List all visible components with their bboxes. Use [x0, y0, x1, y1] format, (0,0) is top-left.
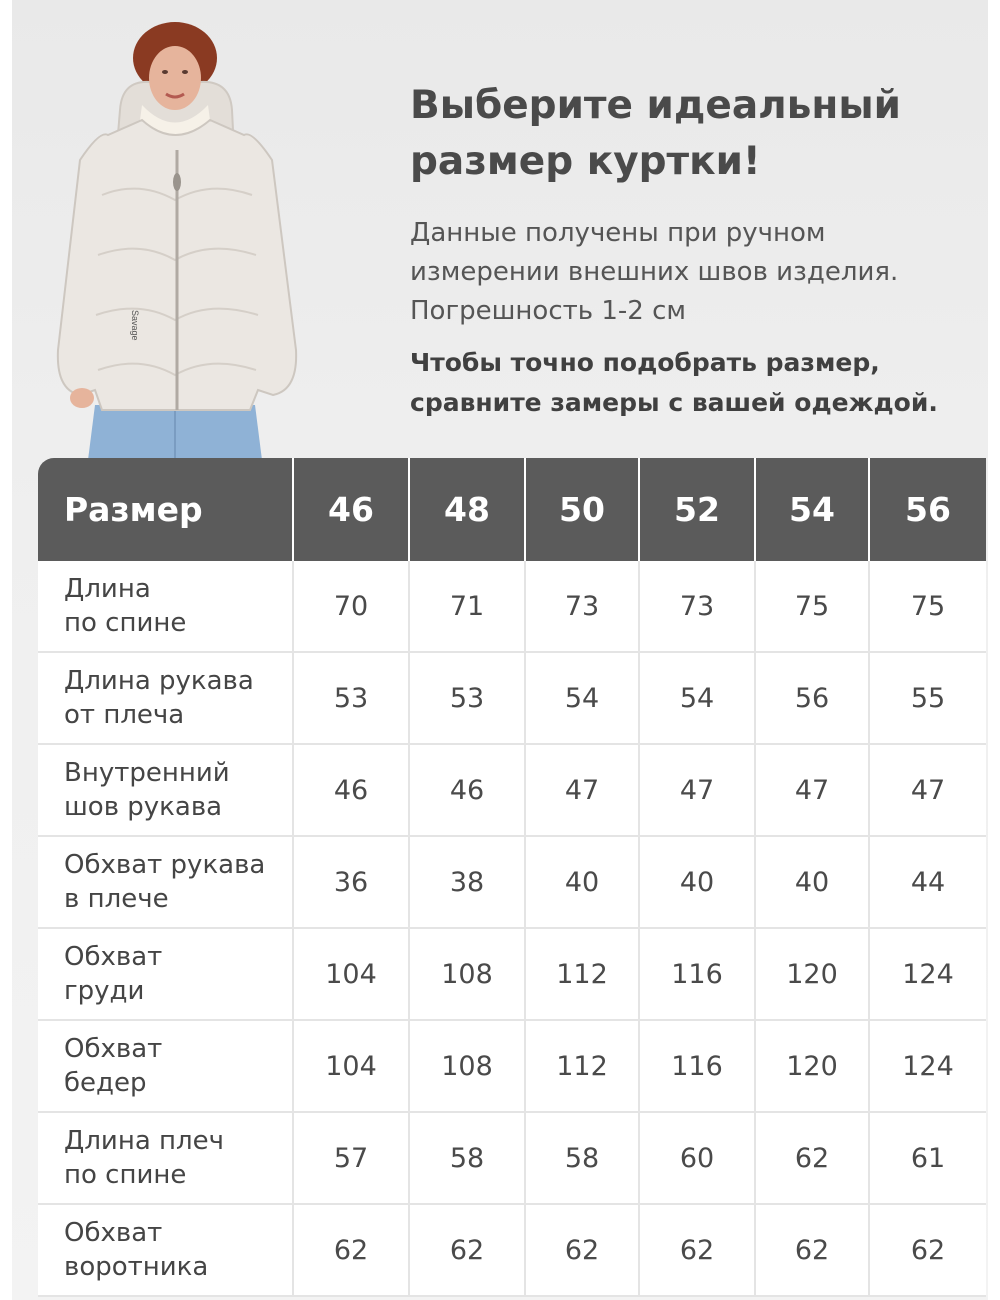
measurement-cell: 53	[410, 653, 526, 745]
header-size-54: 54	[756, 458, 870, 561]
measurement-cell: 40	[756, 837, 870, 929]
row-label-line-1: Длина плеч	[64, 1126, 224, 1156]
note-line-1: Данные получены при ручном	[410, 218, 826, 248]
measurement-cell: 47	[870, 745, 986, 837]
tip-line-1: Чтобы точно подобрать размер,	[410, 348, 880, 377]
row-label-line-1: Обхват рукава	[64, 850, 266, 880]
table-row	[38, 1205, 986, 1297]
row-label-line-2: шов рукава	[64, 792, 223, 822]
row-label-line-1: Обхват	[64, 1034, 163, 1064]
size-table	[38, 458, 986, 1297]
note-line-3: Погрешность 1-2 см	[410, 296, 686, 326]
model-photo	[40, 10, 315, 460]
measurement-cell: 62	[756, 1113, 870, 1205]
table-row	[38, 653, 986, 745]
measurement-cell: 75	[756, 561, 870, 653]
table-row	[38, 929, 986, 1021]
measurement-cell: 44	[870, 837, 986, 929]
measurement-cell: 71	[410, 561, 526, 653]
measurement-cell: 73	[640, 561, 756, 653]
measurement-cell: 112	[526, 1021, 640, 1113]
measurement-cell: 104	[294, 1021, 410, 1113]
measurement-cell: 58	[410, 1113, 526, 1205]
measurement-cell: 116	[640, 929, 756, 1021]
measurement-cell: 124	[870, 1021, 986, 1113]
fitting-tip	[410, 343, 970, 423]
measurement-cell: 38	[410, 837, 526, 929]
size-table-body	[38, 561, 986, 1297]
row-label-line-1: Внутренний	[64, 758, 230, 788]
row-label-line-1: Обхват	[64, 1218, 163, 1248]
measurement-cell: 58	[526, 1113, 640, 1205]
measurement-cell: 47	[756, 745, 870, 837]
header-size-46: 46	[294, 458, 410, 561]
measurement-cell: 116	[640, 1021, 756, 1113]
page-title	[410, 78, 970, 190]
table-row	[38, 837, 986, 929]
header-size-50: 50	[526, 458, 640, 561]
tip-line-2: сравните замеры с вашей одеждой.	[410, 388, 938, 417]
measurement-cell: 57	[294, 1113, 410, 1205]
measurement-cell: 40	[640, 837, 756, 929]
measurement-cell: 40	[526, 837, 640, 929]
note-line-2: измерении внешних швов изделия.	[410, 257, 899, 287]
measurement-cell: 47	[640, 745, 756, 837]
measurement-cell: 46	[410, 745, 526, 837]
row-label-line-2: бедер	[64, 1068, 147, 1098]
measurement-cell: 61	[870, 1113, 986, 1205]
table-row	[38, 1021, 986, 1113]
row-label-line-2: от плеча	[64, 700, 185, 730]
title-line-2: размер куртки!	[410, 139, 761, 184]
header-size-52: 52	[640, 458, 756, 561]
measurement-cell: 62	[756, 1205, 870, 1297]
row-label	[38, 837, 294, 929]
row-label	[38, 1113, 294, 1205]
measurement-cell: 36	[294, 837, 410, 929]
row-label	[38, 929, 294, 1021]
measurement-cell: 54	[526, 653, 640, 745]
measurement-cell: 47	[526, 745, 640, 837]
row-label-line-1: Обхват	[64, 942, 163, 972]
measurement-cell: 120	[756, 1021, 870, 1113]
measurement-cell: 108	[410, 929, 526, 1021]
table-row	[38, 561, 986, 653]
measurement-cell: 60	[640, 1113, 756, 1205]
measurement-cell: 62	[294, 1205, 410, 1297]
header-size-label: Размер	[38, 458, 294, 561]
row-label-line-1: Длина рукава	[64, 666, 254, 696]
measurement-cell: 56	[756, 653, 870, 745]
table-row	[38, 1113, 986, 1205]
measurement-cell: 62	[640, 1205, 756, 1297]
table-row	[38, 745, 986, 837]
row-label	[38, 1205, 294, 1297]
measurement-cell: 62	[526, 1205, 640, 1297]
pocket-tag: Savage	[130, 310, 140, 341]
measurement-cell: 73	[526, 561, 640, 653]
row-label-line-2: груди	[64, 976, 145, 1006]
row-label	[38, 1021, 294, 1113]
measurement-cell: 112	[526, 929, 640, 1021]
measurement-cell: 62	[870, 1205, 986, 1297]
row-label	[38, 653, 294, 745]
measurement-cell: 108	[410, 1021, 526, 1113]
measurement-cell: 120	[756, 929, 870, 1021]
measurement-cell: 124	[870, 929, 986, 1021]
row-label-line-2: по спине	[64, 608, 187, 638]
header-size-48: 48	[410, 458, 526, 561]
measurement-cell: 62	[410, 1205, 526, 1297]
row-label-line-2: в плече	[64, 884, 169, 914]
face-shape	[149, 46, 201, 110]
measurement-cell: 55	[870, 653, 986, 745]
size-header-row	[38, 458, 986, 561]
row-label	[38, 561, 294, 653]
measurement-cell: 104	[294, 929, 410, 1021]
title-line-1: Выберите идеальный	[410, 83, 901, 128]
row-label-line-2: воротника	[64, 1252, 209, 1282]
measurement-cell: 75	[870, 561, 986, 653]
row-label-line-1: Длина	[64, 574, 151, 604]
measurement-note	[410, 214, 970, 331]
row-label-line-2: по спине	[64, 1160, 187, 1190]
measurement-cell: 70	[294, 561, 410, 653]
measurement-cell: 54	[640, 653, 756, 745]
measurement-cell: 46	[294, 745, 410, 837]
header-size-56: 56	[870, 458, 986, 561]
row-label	[38, 745, 294, 837]
measurement-cell: 53	[294, 653, 410, 745]
